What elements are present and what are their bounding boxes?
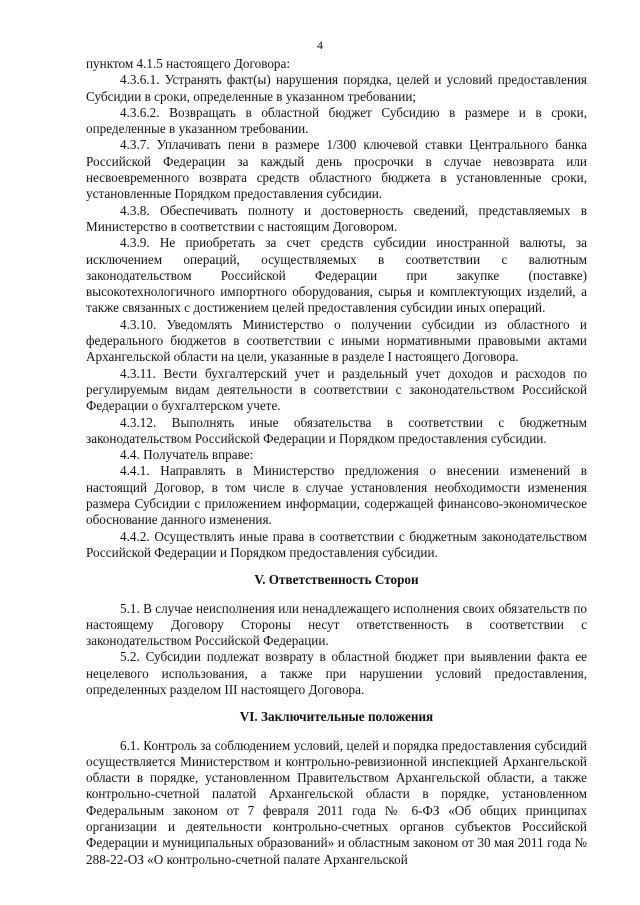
paragraph-6-1: 6.1. Контроль за соблюдением условий, целей и порядка предоставления субсидий осуществляется Министерством и контрольно-ревизионной инспекцией Архангельской области в порядке, установленном Правительством Архангельской области, а также контрольно-счетной палатой Архангельской области в порядке, установленном Федеральным законом от 7 февраля 2011 года № 6-ФЗ «Об общих принципах организации и деятельности контрольно-счетных органов субъектов Российской Федерации и муниципальных образований» и областным законом от 30 мая 2011 года № 288-22-ОЗ «О контрольно-счетной палате Архангельской (86, 737, 587, 867)
paragraph-4-3-8: 4.3.8. Обеспечивать полноту и достоверность сведений, представляемых в Министерство в соответствии с настоящим Договором. (86, 202, 587, 234)
paragraph-5-1: 5.1. В случае неисполнения или ненадлежащего исполнения своих обязательств по настоящему Договору Стороны несут ответственность в соответствии с законодательством Российской Федерации. (86, 600, 587, 649)
page-number: 4 (317, 38, 323, 52)
paragraph-4-4: 4.4. Получатель вправе: (120, 447, 254, 463)
section-5-title: V. Ответственность Сторон (254, 572, 419, 588)
paragraph-4-4-1: 4.4.1. Направлять в Министерство предложения о внесении изменений в настоящий Договор, в том числе в случае установления необходимости изменения размера Субсидии с приложением информации, содержащей финансово-экономическое обоснование данного изменения. (86, 463, 587, 528)
paragraph-4-4-2: 4.4.2. Осуществлять иные права в соответствии с бюджетным законодательством Российской Федерации и Порядком предоставления субсидии. (86, 528, 587, 560)
document-body (86, 56, 587, 868)
paragraph-4-3-12: 4.3.12. Выполнять иные обязательства в соответствии с бюджетным законодательством Российской Федерации и Порядком предоставления субсидии. (86, 414, 587, 446)
section-6-title: VI. Заключительные положения (239, 709, 434, 725)
paragraph-4-3-10: 4.3.10. Уведомлять Министерство о получении субсидии из областного и федерального бюджетов в соответствии с иными нормативными правовыми актами Архангельской области на цели, указанные в разделе I настоящего Договора. (86, 316, 587, 365)
paragraph-4-3-9: 4.3.9. Не приобретать за счет средств субсидии иностранной валюты, за исключением операций, осуществляемых в соответствии с валютным законодательством Российской Федерации при закупке (поставке) высокотехнологичного импортного оборудования, сырья и комплектующих изделий, а также связанных с достижением целей предоставления субсидии иных операций. (86, 235, 587, 316)
paragraph-4-3-6-1: 4.3.6.1. Устранять факт(ы) нарушения порядка, целей и условий предоставления Субсидии в сроки, определенные в указанном требовании; (86, 72, 587, 104)
paragraph-continuation: пунктом 4.1.5 настоящего Договора: (86, 56, 291, 71)
paragraph-4-3-11: 4.3.11. Вести бухгалтерский учет и раздельный учет доходов и расходов по регулируемым видам деятельности в соответствии с законодательством Российской Федерации о бухгалтерском учете. (86, 365, 587, 414)
paragraph-4-3-7: 4.3.7. Уплачивать пени в размере 1/300 ключевой ставки Центрального банка Российской Федерации за каждый день просрочки в случае невозврата или несвоевременного возврата средств областного бюджета в установленные сроки, установленные Порядком предоставления субсидии. (86, 137, 587, 202)
paragraph-5-2: 5.2. Субсидии подлежат возврату в областной бюджет при выявлении факта ее нецелевого использования, а также при нарушении условий предоставления, определенных разделом III настоящего Договора. (86, 649, 587, 697)
paragraph-4-3-6-2: 4.3.6.2. Возвращать в областной бюджет Субсидию в размере и в сроки, определенные в указанном требовании. (86, 104, 587, 137)
